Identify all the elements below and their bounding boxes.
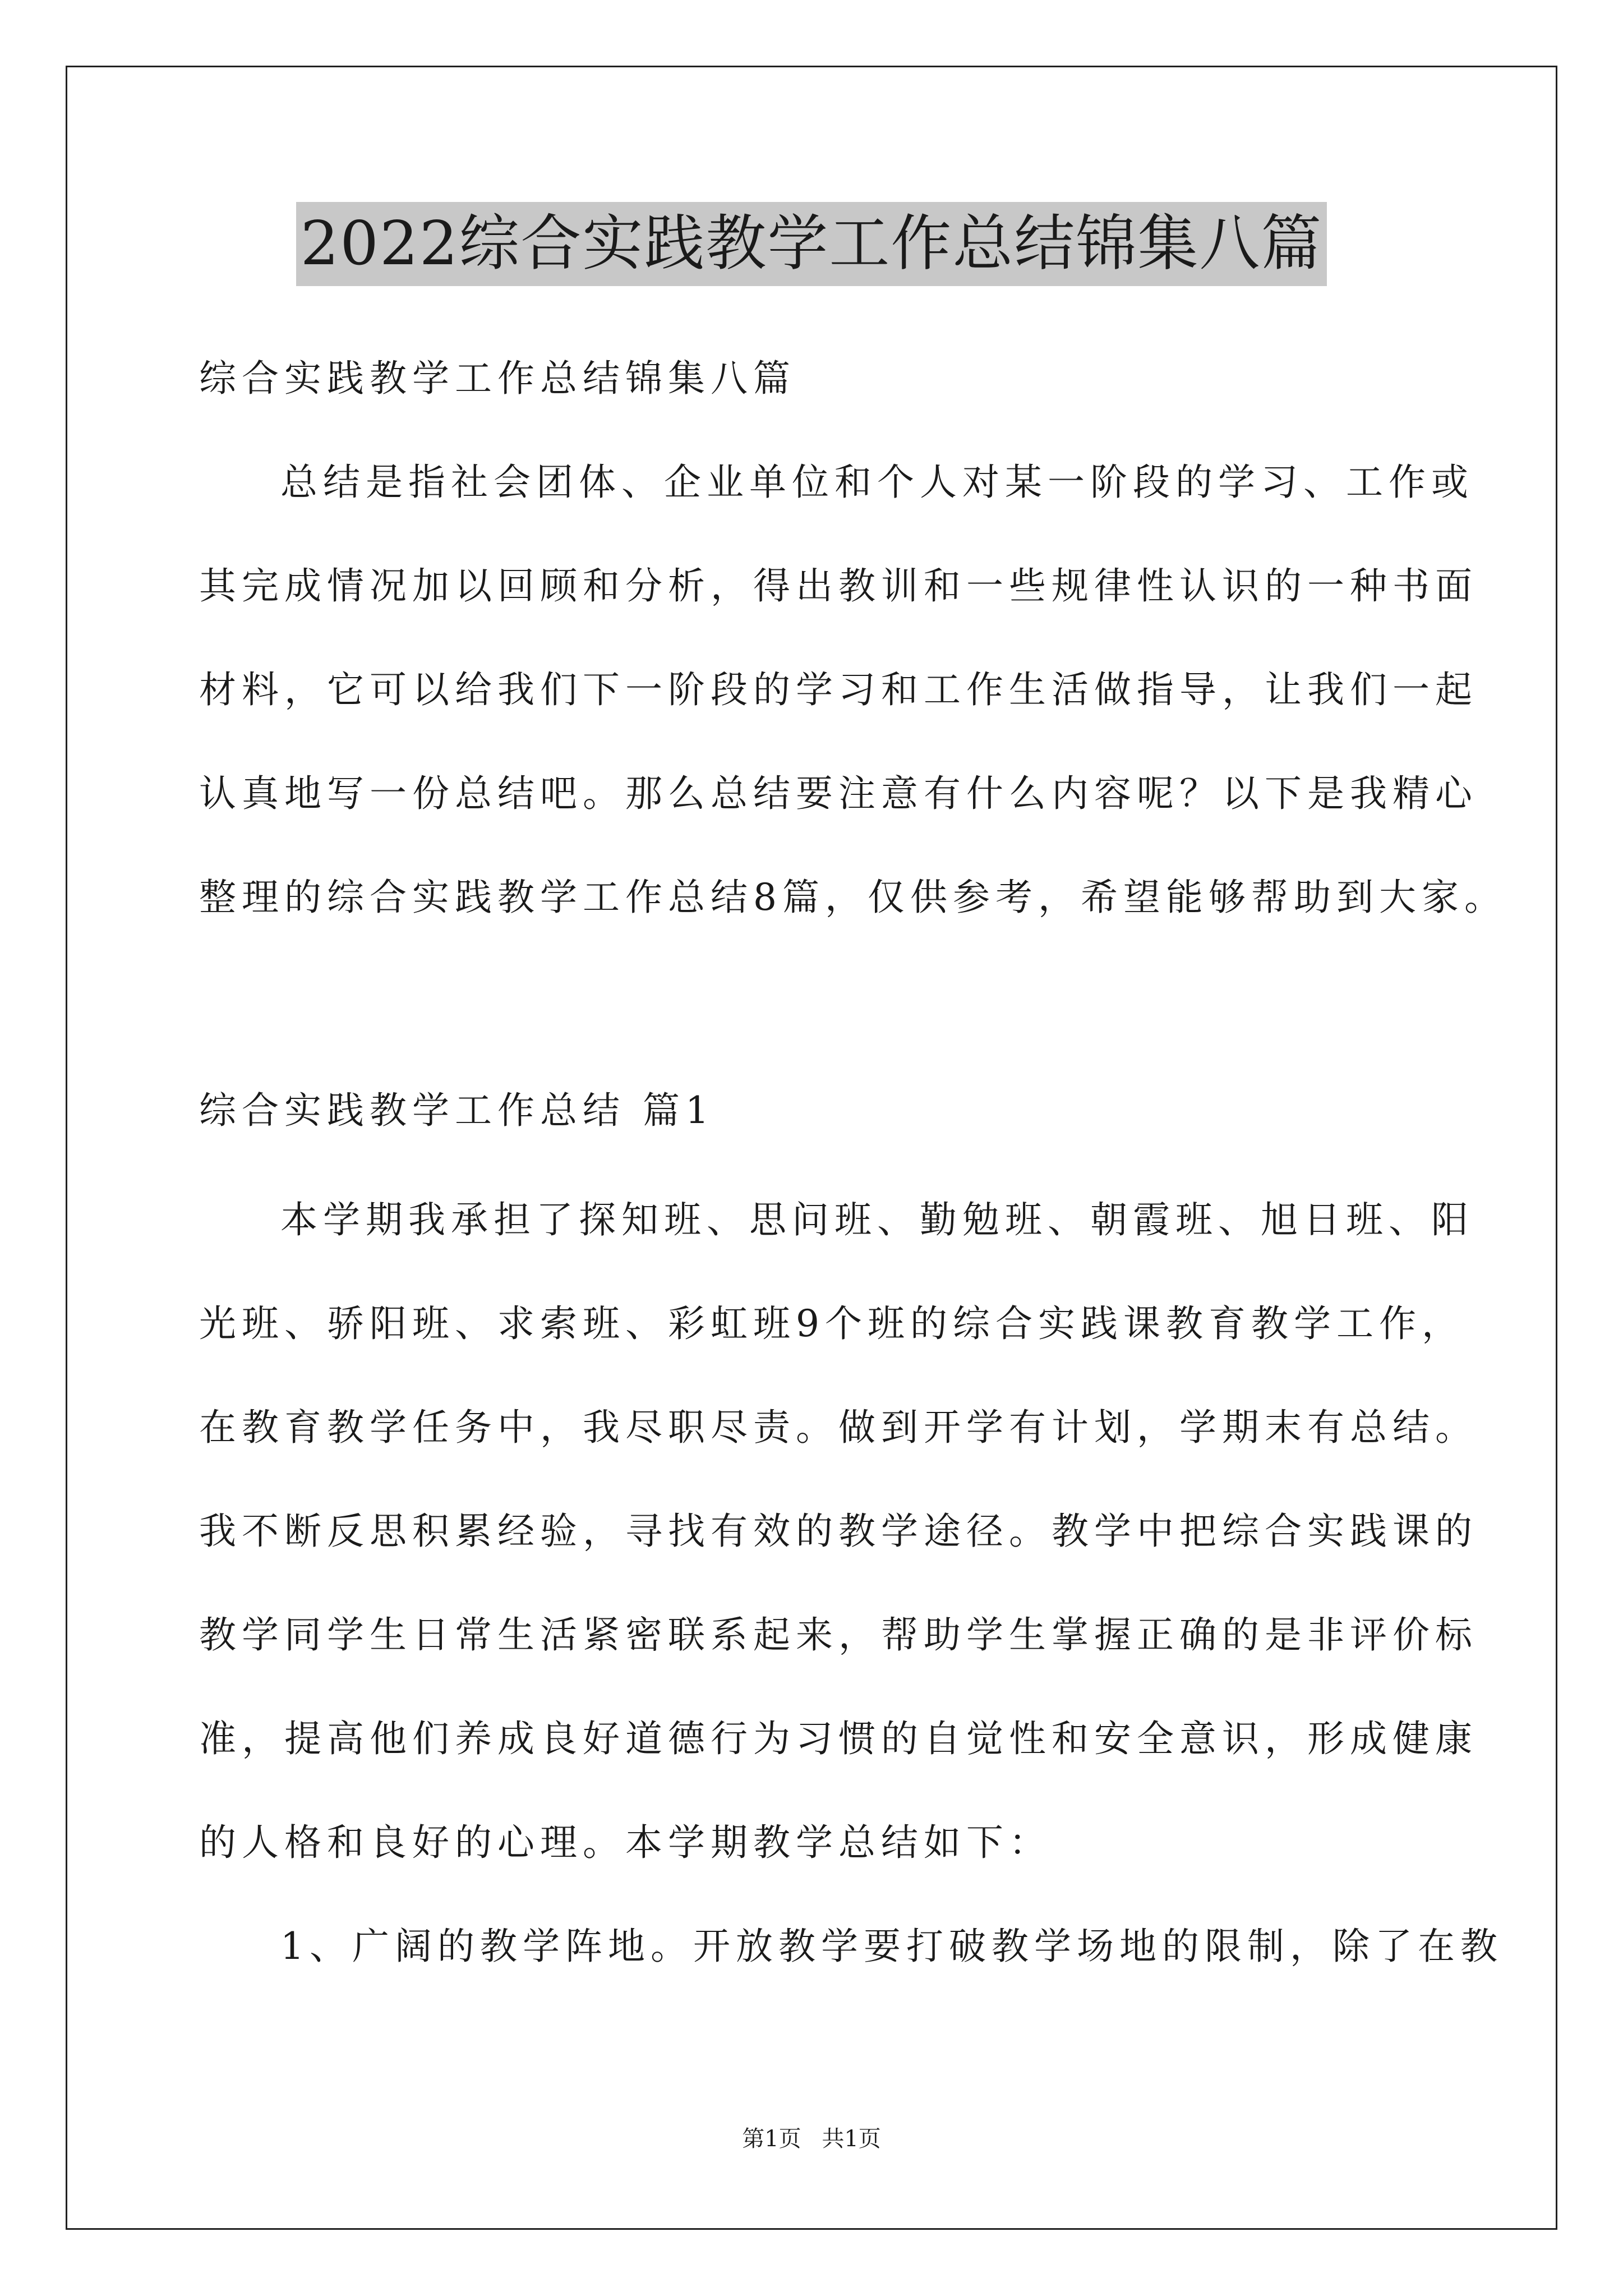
list-item: 1、广阔的教学阵地。开放教学要打破教学场地的限制，除了在教 bbox=[280, 1925, 1503, 1968]
section-line: 本学期我承担了探知班、思问班、勤勉班、朝霞班、旭日班、阳 bbox=[280, 1198, 1474, 1241]
section-line: 光班、骄阳班、求索班、彩虹班9个班的综合实践课教育教学工作， bbox=[199, 1302, 1464, 1345]
title-container bbox=[0, 202, 1623, 286]
document-subtitle: 综合实践教学工作总结锦集八篇 bbox=[199, 357, 796, 400]
section-heading: 综合实践教学工作总结 篇1 bbox=[199, 1089, 714, 1132]
section-line: 在教育教学任务中，我尽职尽责。做到开学有计划，学期末有总结。 bbox=[199, 1406, 1478, 1449]
section-line: 准，提高他们养成良好道德行为习惯的自觉性和安全意识，形成健康 bbox=[199, 1717, 1478, 1760]
document-title: 2022综合实践教学工作总结锦集八篇 bbox=[296, 202, 1327, 286]
intro-line: 材料，它可以给我们下一阶段的学习和工作生活做指导，让我们一起 bbox=[199, 668, 1478, 711]
page-number-current: 第1页 bbox=[742, 2126, 801, 2152]
page-number-total: 共1页 bbox=[822, 2126, 881, 2152]
intro-line: 认真地写一份总结吧。那么总结要注意有什么内容呢？以下是我精心 bbox=[199, 772, 1478, 815]
section-line: 我不断反思积累经验，寻找有效的教学途径。教学中把综合实践课的 bbox=[199, 1510, 1478, 1553]
section-line: 的人格和良好的心理。本学期教学总结如下： bbox=[199, 1821, 1052, 1864]
section-line: 教学同学生日常生活紧密联系起来，帮助学生掌握正确的是非评价标 bbox=[199, 1613, 1478, 1657]
page-footer bbox=[0, 2125, 1623, 2153]
intro-line: 其完成情况加以回顾和分析，得出教训和一些规律性认识的一种书面 bbox=[199, 564, 1478, 608]
intro-line: 总结是指社会团体、企业单位和个人对某一阶段的学习、工作或 bbox=[280, 461, 1474, 504]
intro-line: 整理的综合实践教学工作总结8篇，仅供参考，希望能够帮助到大家。 bbox=[199, 876, 1507, 919]
